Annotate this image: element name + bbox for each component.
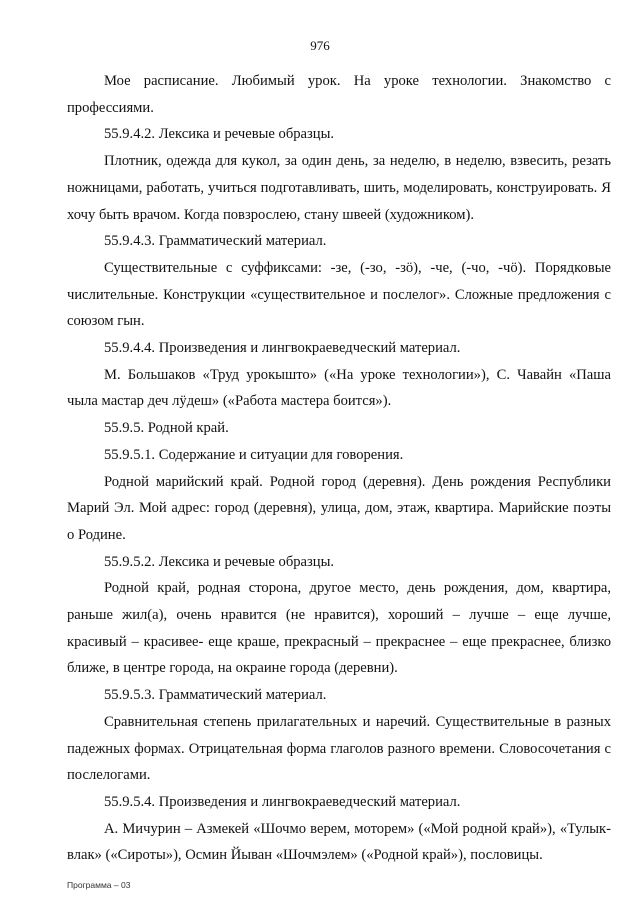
paragraph-grammar-2: Сравнительная степень прилагательных и наречий. Существительные в разных падежных формах. Отрицательная форма глаголов разного времени. Словосочетания с послелогами. [67, 713, 611, 784]
paragraph-works-2: А. Мичурин – Азмекей «Шочмо верем, моторем» («Мой родной край»), «Тулык-влак» («Сироты»), Осмин Йыван «Шочмэлем» («Родной край»), пословицы. [67, 820, 611, 864]
section-heading-55-9-5-4: 55.9.5.4. Произведения и лингвокраеведческий материал. [104, 793, 461, 810]
paragraph-grammar-1: Существительные с суффиксами: -зе, (-зо, -зӧ), -че, (-чо, -чӧ). Порядковые числительные. Конструкции «существительное и послелог». Сложные предложения с союзом гын. [67, 259, 611, 330]
paragraph-intro-topics: Мое расписание. Любимый урок. На уроке технологии. Знакомство с профессиями. [67, 73, 611, 116]
paragraph-vocabulary-1: Плотник, одежда для кукол, за один день, за неделю, в неделю, взвесить, резать ножницами, работать, учиться подготавливать, шить, моделировать, конструировать. Я хочу быть врачом. Когда повзрослею, стану швеей (художником). [67, 153, 611, 223]
document-body [67, 68, 611, 869]
section-heading-55-9-5-1: 55.9.5.1. Содержание и ситуации для говорения. [104, 446, 404, 463]
section-heading-55-9-4-3: 55.9.4.3. Грамматический материал. [104, 233, 327, 250]
section-heading-55-9-5: 55.9.5. Родной край. [104, 420, 229, 437]
paragraph-works-1: М. Большаков «Труд урокышто» («На уроке технологии»), С. Чавайн «Паша чыла мастар деч лӱдеш» («Работа мастера боится»). [67, 366, 611, 410]
section-heading-55-9-4-4: 55.9.4.4. Произведения и лингвокраеведческий материал. [104, 340, 461, 357]
section-heading-55-9-5-3: 55.9.5.3. Грамматический материал. [104, 687, 327, 704]
paragraph-vocabulary-2: Родной край, родная сторона, другое место, день рождения, дом, квартира, раньше жил(а), очень нравится (не нравится), хороший – лучше – еще лучше, красивый – красивее- еще краше, прекрасный – прекраснее – еще прекраснее, близко ближе, в центре города, на окраине города (деревни). [67, 580, 611, 677]
section-heading-55-9-4-2: 55.9.4.2. Лексика и речевые образцы. [104, 126, 335, 143]
paragraph-native-land: Родной марийский край. Родной город (деревня). День рождения Республики Марий Эл. Мой адрес: город (деревня), улица, дом, этаж, квартира. Марийские поэты о Родине. [67, 473, 611, 543]
section-heading-55-9-5-2: 55.9.5.2. Лексика и речевые образцы. [104, 553, 335, 570]
page-number: 976 [310, 38, 330, 53]
page-footer: Программа – 03 [67, 880, 131, 890]
